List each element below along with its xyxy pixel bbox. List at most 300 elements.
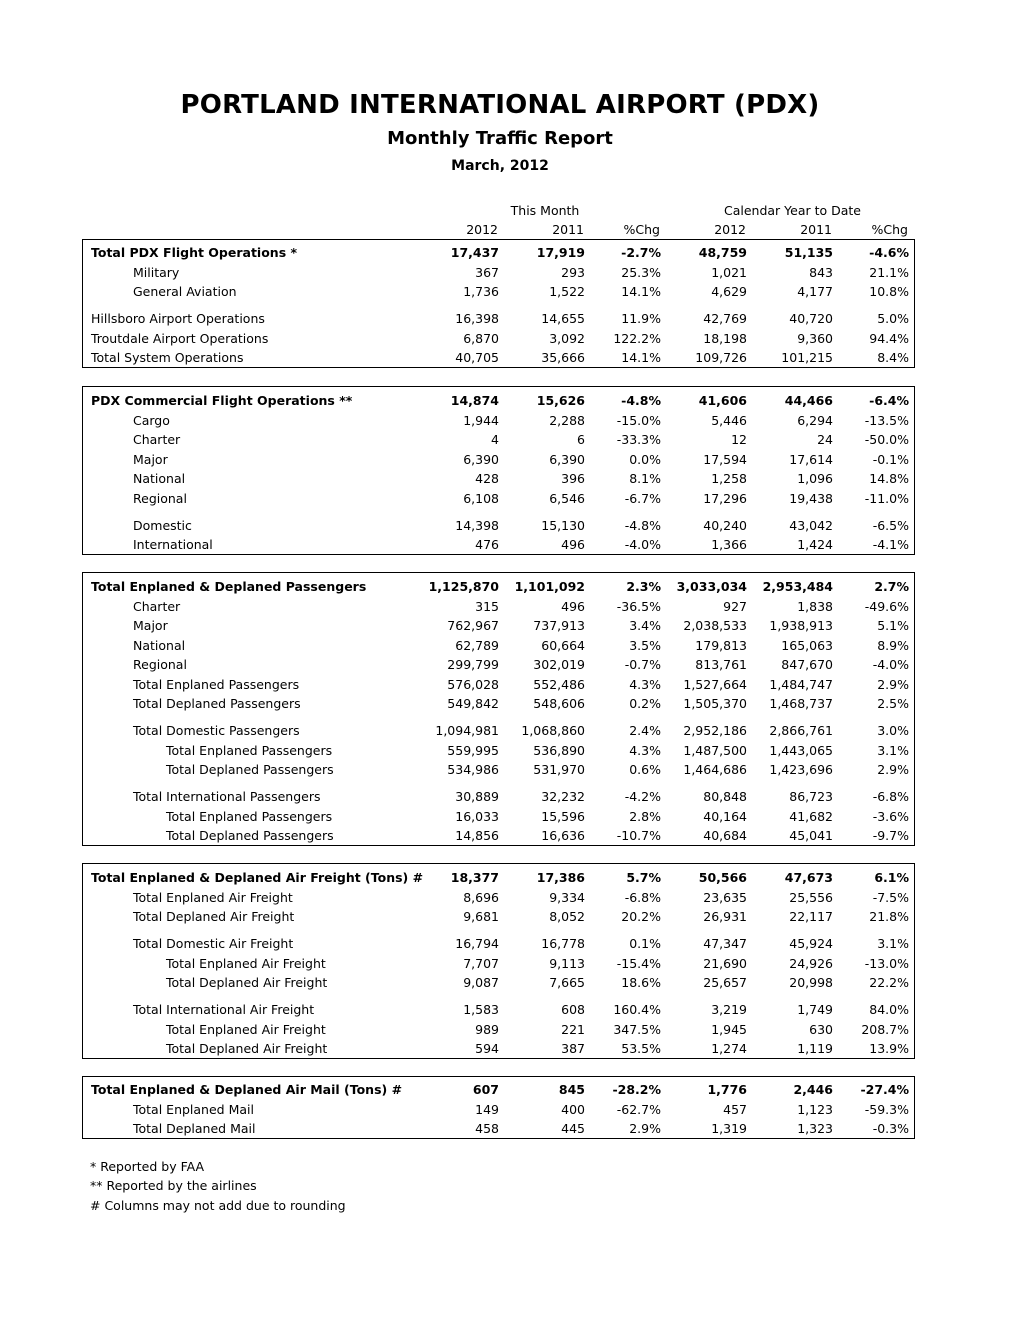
month-pctchg-value: 18.6% — [621, 975, 661, 990]
ytd-pctchg-value: -4.0% — [872, 657, 909, 672]
month-pctchg-value: 4.3% — [629, 742, 661, 758]
row-label: Total Enplaned & Deplaned Air Mail (Tons) # — [91, 1082, 403, 1097]
month-pctchg-value: 4.3% — [629, 676, 661, 692]
month-2012-value: 594 — [475, 1041, 499, 1056]
table-row — [83, 534, 914, 554]
ytd-pctchg-value: -7.5% — [872, 889, 909, 905]
ytd-2011-value: 6,294 — [797, 412, 833, 428]
ytd-2011-value: 44,466 — [784, 393, 833, 408]
row-label: National — [133, 471, 186, 486]
table-row — [83, 786, 914, 806]
ytd-pctchg-value: -50.0% — [864, 432, 909, 447]
month-2012-value: 6,390 — [463, 451, 499, 467]
month-2011-value: 496 — [561, 598, 585, 614]
row-label: National — [133, 637, 186, 653]
month-2011-value: 9,334 — [549, 889, 585, 905]
table-row — [83, 906, 914, 926]
ytd-2011-value: 22,117 — [789, 909, 833, 924]
table-row — [83, 1038, 914, 1058]
ytd-2011-value: 1,423,696 — [769, 762, 833, 777]
month-2011-value: 9,113 — [549, 955, 585, 971]
month-pctchg-value: 347.5% — [613, 1021, 661, 1037]
table-row — [83, 806, 914, 826]
month-2011-value: 7,665 — [549, 975, 585, 990]
ytd-2012-value: 3,219 — [711, 1002, 747, 1017]
ytd-2011-value: 1,119 — [797, 1041, 833, 1056]
ytd-2011-value: 43,042 — [789, 517, 833, 533]
commercial-operations-section — [82, 386, 915, 555]
month-pctchg-value: 14.1% — [621, 350, 661, 365]
table-row — [83, 308, 914, 328]
row-label: Total Deplaned Passengers — [166, 762, 334, 777]
month-pctchg-value: 0.2% — [629, 696, 661, 711]
report-period: March, 2012 — [451, 158, 549, 174]
month-pctchg-value: 0.1% — [629, 936, 661, 951]
ytd-2011-value: 1,749 — [797, 1002, 833, 1017]
ytd-2011-value: 1,484,747 — [769, 676, 833, 692]
month-2011-value: 302,019 — [533, 657, 585, 672]
month-2012-value: 559,995 — [447, 742, 499, 758]
month-pctchg-value: -2.7% — [621, 245, 661, 260]
month-pctchg-value: -6.7% — [624, 490, 661, 506]
ytd-2012-value: 42,769 — [703, 311, 747, 326]
month-2011-value: 14,655 — [541, 311, 585, 326]
footnote-faa: * Reported by FAA — [90, 1159, 205, 1174]
month-pctchg-value: 3.4% — [629, 618, 661, 633]
month-pctchg-value: 0.0% — [629, 451, 661, 467]
table-row — [83, 488, 914, 508]
month-2011-value: 35,666 — [541, 350, 585, 365]
ytd-pctchg-value: -0.1% — [872, 451, 909, 467]
row-label: Total Enplaned & Deplaned Passengers — [91, 579, 367, 594]
ytd-pctchg-value: -4.1% — [872, 537, 909, 552]
ytd-2012-value: 5,446 — [711, 412, 747, 428]
row-label: Regional — [133, 657, 187, 672]
month-pctchg-value: 2.3% — [626, 579, 661, 594]
row-label: Total Domestic Air Freight — [133, 936, 294, 951]
ytd-pctchg-value: -9.7% — [872, 828, 909, 843]
ytd-2012-value: 26,931 — [703, 909, 747, 924]
ytd-2012-value: 1,776 — [707, 1082, 747, 1097]
row-label: Total Enplaned Passengers — [166, 742, 333, 758]
ytd-2012-value: 2,038,533 — [683, 618, 747, 633]
col-header-month-pctchg: %Chg — [623, 222, 660, 237]
ytd-2011-value: 1,096 — [797, 471, 833, 486]
month-2011-value: 16,778 — [541, 936, 585, 951]
month-pctchg-value: -4.2% — [624, 789, 661, 804]
row-label: Total International Passengers — [133, 789, 321, 804]
month-2011-value: 15,596 — [541, 808, 585, 824]
ytd-pctchg-value: -0.3% — [872, 1121, 909, 1136]
ytd-pctchg-value: 21.1% — [869, 264, 909, 280]
ytd-2012-value: 813,761 — [695, 657, 747, 672]
ytd-2012-value: 40,684 — [703, 828, 747, 843]
ytd-2011-value: 165,063 — [781, 637, 833, 653]
ytd-2011-value: 2,953,484 — [762, 579, 833, 594]
month-2012-value: 549,842 — [447, 696, 499, 711]
month-2011-value: 60,664 — [541, 637, 585, 653]
ytd-2011-value: 2,446 — [793, 1082, 833, 1097]
month-2012-value: 30,889 — [455, 789, 499, 804]
table-row — [83, 654, 914, 674]
month-2011-value: 548,606 — [533, 696, 585, 711]
ytd-2012-value: 3,033,034 — [676, 579, 747, 594]
row-label: Major — [133, 451, 168, 467]
month-pctchg-value: 2.8% — [629, 808, 661, 824]
ytd-2011-value: 20,998 — [789, 975, 833, 990]
ytd-pctchg-value: 208.7% — [861, 1021, 909, 1037]
month-pctchg-value: 20.2% — [621, 909, 661, 924]
month-2012-value: 1,125,870 — [428, 579, 499, 594]
month-2011-value: 17,919 — [536, 245, 585, 260]
this-month-header: This Month — [510, 203, 580, 218]
ytd-2011-value: 1,424 — [797, 537, 833, 552]
month-2011-value: 6,546 — [549, 490, 585, 506]
table-row — [83, 887, 914, 907]
row-label: Total Enplaned & Deplaned Air Freight (Tons) # — [91, 870, 424, 885]
ytd-2011-value: 1,443,065 — [769, 742, 833, 758]
table-row — [83, 867, 914, 887]
row-label: Total Deplaned Mail — [133, 1121, 256, 1136]
ytd-pctchg-value: 94.4% — [869, 330, 909, 346]
ytd-2011-value: 45,924 — [789, 936, 833, 951]
ytd-pctchg-value: -6.5% — [872, 517, 909, 533]
month-2012-value: 8,696 — [463, 889, 499, 905]
table-row — [83, 390, 914, 410]
ytd-pctchg-value: 13.9% — [869, 1041, 909, 1056]
ytd-pctchg-value: -27.4% — [860, 1082, 909, 1097]
ytd-pctchg-value: 3.1% — [877, 936, 909, 951]
row-label: Total System Operations — [91, 350, 244, 365]
month-2011-value: 221 — [561, 1021, 585, 1037]
month-2012-value: 315 — [475, 598, 499, 614]
footnote-rounding: # Columns may not add due to rounding — [90, 1198, 346, 1213]
ytd-2012-value: 1,464,686 — [683, 762, 747, 777]
month-2012-value: 6,108 — [463, 490, 499, 506]
table-row — [83, 596, 914, 616]
ytd-pctchg-value: 14.8% — [869, 471, 909, 486]
month-2011-value: 16,636 — [541, 828, 585, 843]
month-2011-value: 737,913 — [533, 618, 585, 633]
table-row — [83, 1019, 914, 1039]
col-header-ytd-2012: 2012 — [714, 222, 746, 237]
ytd-pctchg-value: -49.6% — [864, 598, 909, 614]
ytd-pctchg-value: 6.1% — [874, 870, 909, 885]
ytd-2012-value: 1,527,664 — [683, 676, 747, 692]
month-2011-value: 608 — [561, 1002, 585, 1017]
ytd-2011-value: 40,720 — [789, 311, 833, 326]
month-pctchg-value: -28.2% — [612, 1082, 661, 1097]
ytd-pctchg-value: 22.2% — [869, 975, 909, 990]
month-pctchg-value: -4.0% — [624, 537, 661, 552]
month-pctchg-value: -4.8% — [621, 393, 661, 408]
table-row — [83, 1079, 914, 1099]
ytd-pctchg-value: 5.1% — [877, 618, 909, 633]
ytd-2012-value: 17,296 — [703, 490, 747, 506]
table-row — [83, 262, 914, 282]
ytd-2012-value: 25,657 — [703, 975, 747, 990]
month-pctchg-value: -33.3% — [616, 432, 661, 447]
row-label: Major — [133, 618, 168, 633]
ytd-2012-value: 1,487,500 — [683, 742, 747, 758]
ytd-pctchg-value: 3.1% — [877, 742, 909, 758]
month-2012-value: 14,856 — [455, 828, 499, 843]
ytd-2011-value: 843 — [809, 264, 833, 280]
ytd-pctchg-value: -4.6% — [869, 245, 909, 260]
ytd-2011-value: 1,938,913 — [769, 618, 833, 633]
ytd-2011-value: 51,135 — [784, 245, 833, 260]
month-pctchg-value: 14.1% — [621, 284, 661, 299]
row-label: Troutdale Airport Operations — [91, 330, 269, 346]
table-row — [83, 635, 914, 655]
month-2011-value: 2,288 — [549, 412, 585, 428]
month-2011-value: 1,068,860 — [521, 723, 585, 738]
ytd-2011-value: 1,123 — [797, 1101, 833, 1117]
ytd-2012-value: 12 — [731, 432, 747, 447]
ytd-2012-value: 40,164 — [703, 808, 747, 824]
col-header-month-2011: 2011 — [552, 222, 584, 237]
row-label: Military — [133, 264, 180, 280]
ytd-2012-value: 41,606 — [698, 393, 747, 408]
month-pctchg-value: 0.6% — [629, 762, 661, 777]
month-2012-value: 367 — [475, 264, 499, 280]
table-row — [83, 242, 914, 262]
month-2011-value: 400 — [561, 1101, 585, 1117]
row-label: Hillsboro Airport Operations — [91, 311, 265, 326]
month-pctchg-value: 160.4% — [613, 1002, 661, 1017]
table-row — [83, 740, 914, 760]
ytd-pctchg-value: -11.0% — [864, 490, 909, 506]
ytd-pctchg-value: -13.0% — [864, 955, 909, 971]
ytd-pctchg-value: 8.4% — [877, 350, 909, 365]
row-label: Total Enplaned Mail — [133, 1101, 254, 1117]
table-row — [83, 449, 914, 469]
flight-operations-section — [82, 239, 915, 368]
month-2012-value: 476 — [475, 537, 499, 552]
table-row — [83, 825, 914, 845]
row-label: Total Deplaned Air Freight — [166, 975, 328, 990]
row-label: Total International Air Freight — [133, 1002, 315, 1017]
month-pctchg-value: 2.9% — [629, 1121, 661, 1136]
ytd-2011-value: 19,438 — [789, 490, 833, 506]
ytd-2011-value: 9,360 — [797, 330, 833, 346]
ytd-2011-value: 1,468,737 — [769, 696, 833, 711]
ytd-2012-value: 1,258 — [711, 471, 747, 486]
month-2012-value: 17,437 — [450, 245, 499, 260]
ytd-pctchg-value: -6.8% — [872, 789, 909, 804]
month-2011-value: 845 — [558, 1082, 585, 1097]
month-2012-value: 16,398 — [455, 311, 499, 326]
table-row — [83, 693, 914, 713]
ytd-2011-value: 45,041 — [789, 828, 833, 843]
month-pctchg-value: 5.7% — [626, 870, 661, 885]
row-label: International — [133, 537, 213, 552]
month-2012-value: 534,986 — [447, 762, 499, 777]
month-2011-value: 17,386 — [536, 870, 585, 885]
table-row — [83, 759, 914, 779]
table-row — [83, 674, 914, 694]
col-header-month-2012: 2012 — [466, 222, 498, 237]
month-pctchg-value: 122.2% — [613, 330, 661, 346]
row-label: Total Enplaned Air Freight — [166, 1021, 326, 1037]
month-pctchg-value: -62.7% — [616, 1101, 661, 1117]
month-2011-value: 1,101,092 — [514, 579, 585, 594]
month-2012-value: 428 — [475, 471, 499, 486]
month-2012-value: 1,583 — [463, 1002, 499, 1017]
footnote-airlines: ** Reported by the airlines — [90, 1178, 257, 1193]
report-title: PORTLAND INTERNATIONAL AIRPORT (PDX) — [180, 90, 820, 120]
ytd-2012-value: 2,952,186 — [683, 723, 747, 738]
ytd-2011-value: 24,926 — [789, 955, 833, 971]
month-2012-value: 9,681 — [463, 909, 499, 924]
row-label: Total Enplaned Air Freight — [166, 955, 326, 971]
month-2012-value: 6,870 — [463, 330, 499, 346]
ytd-2012-value: 927 — [723, 598, 747, 614]
month-2012-value: 149 — [475, 1101, 499, 1117]
ytd-2012-value: 1,366 — [711, 537, 747, 552]
ytd-pctchg-value: 2.9% — [877, 762, 909, 777]
row-label: Domestic — [133, 517, 192, 533]
month-2012-value: 7,707 — [463, 955, 499, 971]
ytd-2012-value: 21,690 — [703, 955, 747, 971]
report-subtitle: Monthly Traffic Report — [387, 128, 613, 149]
month-pctchg-value: -15.0% — [616, 412, 661, 428]
month-2012-value: 607 — [472, 1082, 499, 1097]
ytd-pctchg-value: 3.0% — [877, 723, 909, 738]
month-2012-value: 762,967 — [447, 618, 499, 633]
ytd-2012-value: 17,594 — [703, 451, 747, 467]
table-row — [83, 972, 914, 992]
month-2012-value: 18,377 — [450, 870, 499, 885]
ytd-2012-value: 179,813 — [695, 637, 747, 653]
ytd-2011-value: 2,866,761 — [769, 723, 833, 738]
month-2012-value: 1,094,981 — [435, 723, 499, 738]
row-label: Total Enplaned Passengers — [166, 808, 333, 824]
ytd-2011-value: 47,673 — [784, 870, 833, 885]
ytd-2012-value: 1,319 — [711, 1121, 747, 1136]
table-row — [83, 720, 914, 740]
row-label: Charter — [133, 432, 181, 447]
table-row — [83, 410, 914, 430]
month-pctchg-value: 25.3% — [621, 264, 661, 280]
row-label: Total PDX Flight Operations * — [91, 245, 298, 260]
month-2011-value: 536,890 — [533, 742, 585, 758]
table-row — [83, 515, 914, 535]
month-2011-value: 552,486 — [533, 676, 585, 692]
month-pctchg-value: -6.8% — [624, 889, 661, 905]
month-2012-value: 458 — [475, 1121, 499, 1136]
row-label: Total Deplaned Passengers — [166, 828, 334, 843]
passengers-section — [82, 572, 915, 846]
ytd-2012-value: 50,566 — [698, 870, 747, 885]
ytd-pctchg-value: 21.8% — [869, 909, 909, 924]
month-2012-value: 299,799 — [447, 657, 499, 672]
table-row — [83, 429, 914, 449]
month-pctchg-value: -0.7% — [624, 657, 661, 672]
ytd-2011-value: 41,682 — [789, 808, 833, 824]
ytd-2012-value: 23,635 — [703, 889, 747, 905]
row-label: PDX Commercial Flight Operations ** — [91, 393, 353, 408]
row-label: Cargo — [133, 412, 170, 428]
ytd-pctchg-value: 2.9% — [877, 676, 909, 692]
col-header-ytd-pctchg: %Chg — [871, 222, 908, 237]
ytd-2011-value: 1,838 — [797, 598, 833, 614]
month-2011-value: 32,232 — [541, 789, 585, 804]
col-header-ytd-2011: 2011 — [800, 222, 832, 237]
month-2012-value: 1,944 — [463, 412, 499, 428]
month-2012-value: 4 — [491, 432, 499, 447]
row-label: Total Domestic Passengers — [133, 723, 300, 738]
month-2011-value: 496 — [561, 537, 585, 552]
month-2011-value: 531,970 — [533, 762, 585, 777]
ytd-2012-value: 457 — [723, 1101, 747, 1117]
ytd-2012-value: 40,240 — [703, 517, 747, 533]
month-pctchg-value: 8.1% — [629, 471, 661, 486]
month-pctchg-value: 3.5% — [629, 637, 661, 653]
month-2011-value: 293 — [561, 264, 585, 280]
ytd-pctchg-value: 8.9% — [877, 637, 909, 653]
month-2011-value: 445 — [561, 1121, 585, 1136]
month-2011-value: 396 — [561, 471, 585, 486]
ytd-2011-value: 17,614 — [789, 451, 833, 467]
month-pctchg-value: 11.9% — [621, 311, 661, 326]
month-2012-value: 14,398 — [455, 517, 499, 533]
ytd-pctchg-value: -6.4% — [869, 393, 909, 408]
table-row — [83, 576, 914, 596]
ytd-2011-value: 25,556 — [789, 889, 833, 905]
ytd-2012-value: 1,505,370 — [683, 696, 747, 711]
table-row — [83, 615, 914, 635]
ytd-2012-value: 1,021 — [711, 264, 747, 280]
month-2012-value: 576,028 — [447, 676, 499, 692]
row-label: Total Deplaned Passengers — [133, 696, 301, 711]
month-pctchg-value: -4.8% — [624, 517, 661, 533]
table-row — [83, 999, 914, 1019]
air-mail-section — [82, 1076, 915, 1139]
ytd-2012-value: 47,347 — [703, 936, 747, 951]
row-label: Total Enplaned Air Freight — [133, 889, 293, 905]
ytd-2011-value: 4,177 — [797, 284, 833, 299]
table-row — [83, 328, 914, 348]
month-2012-value: 16,033 — [455, 808, 499, 824]
row-label: Charter — [133, 598, 181, 614]
ytd-pctchg-value: 5.0% — [877, 311, 909, 326]
month-2011-value: 15,130 — [541, 517, 585, 533]
ytd-pctchg-value: 2.5% — [877, 696, 909, 711]
row-label: General Aviation — [133, 284, 237, 299]
month-2012-value: 62,789 — [455, 637, 499, 653]
ytd-2012-value: 1,274 — [711, 1041, 747, 1056]
month-2011-value: 3,092 — [549, 330, 585, 346]
month-2012-value: 1,736 — [463, 284, 499, 299]
month-2012-value: 9,087 — [463, 975, 499, 990]
table-row — [83, 281, 914, 301]
table-row — [83, 347, 914, 367]
month-2012-value: 16,794 — [455, 936, 499, 951]
ytd-pctchg-value: -13.5% — [864, 412, 909, 428]
air-freight-section — [82, 863, 915, 1059]
ytd-2012-value: 109,726 — [695, 350, 747, 365]
ytd-pctchg-value: 2.7% — [874, 579, 909, 594]
month-pctchg-value: -15.4% — [616, 955, 661, 971]
ytd-2011-value: 847,670 — [781, 657, 833, 672]
month-2011-value: 6 — [577, 432, 585, 447]
row-label: Regional — [133, 490, 187, 506]
month-2012-value: 14,874 — [450, 393, 499, 408]
month-pctchg-value: 2.4% — [629, 723, 661, 738]
month-2012-value: 40,705 — [455, 350, 499, 365]
table-row — [83, 933, 914, 953]
